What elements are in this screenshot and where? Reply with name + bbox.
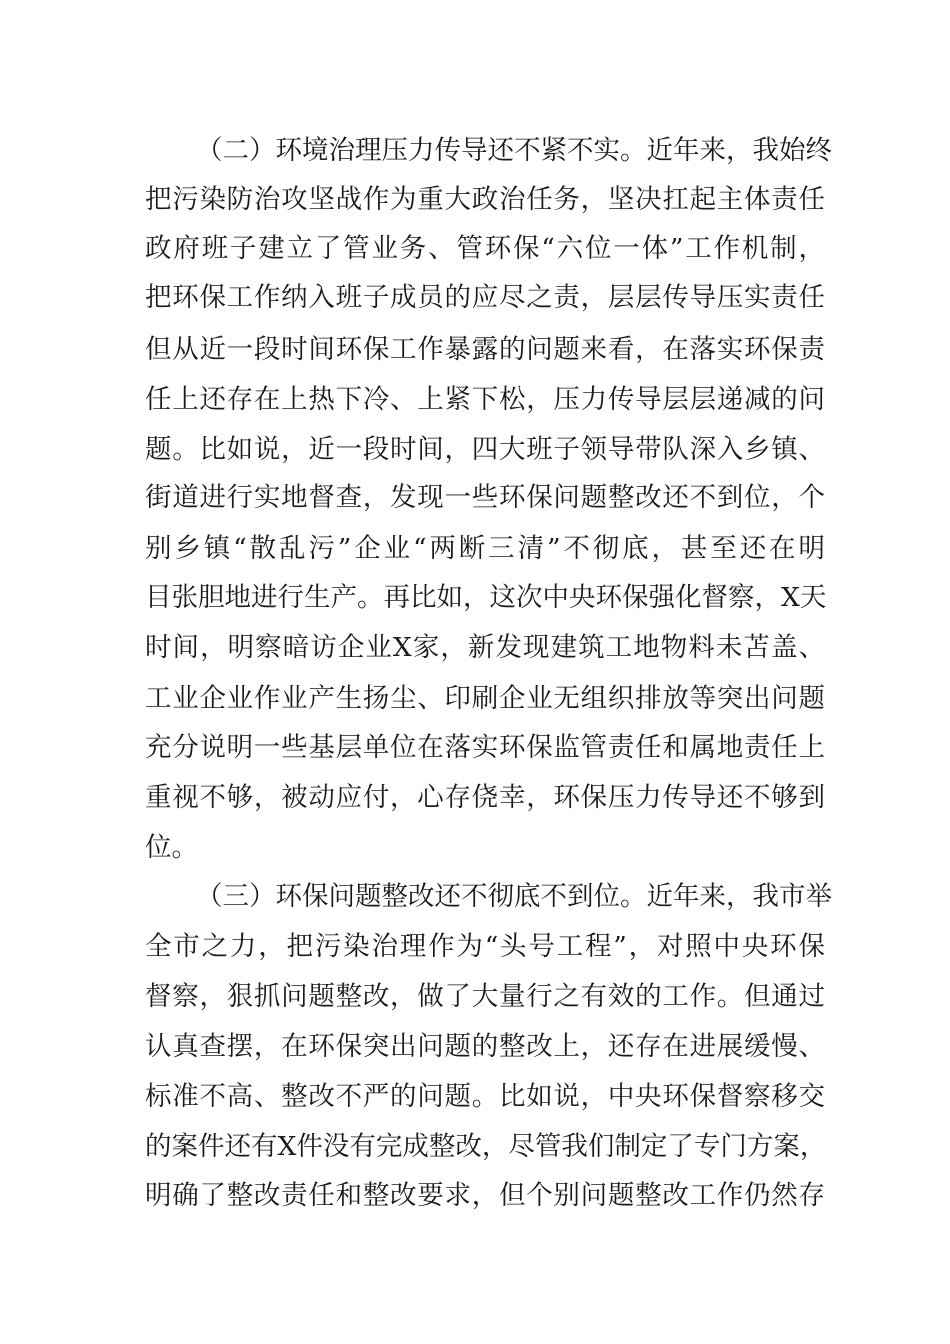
text-line: 政府班子建立了管业务、管环保“六位一体”工作机制， [145,233,825,264]
text-line: 别乡镇“散乱污”企业“两断三清”不彻底，甚至还在明 [145,533,825,564]
text-line: （三）环保问题整改还不彻底不到位。近年来，我市举 [196,881,832,912]
text-line: 但从近一段时间环保工作暴露的问题来看，在落实环保责 [145,334,825,365]
text-line: 题。比如说，近一段时间，四大班子领导带队深入乡镇、 [145,434,825,465]
text-line: 充分说明一些基层单位在落实环保监管责任和属地责任上 [145,732,825,763]
text-line: 的案件还有X件没有完成整改，尽管我们制定了专门方案， [145,1131,827,1162]
text-line: 重视不够，被动应付，心存侥幸，环保压力传导还不够到 [145,782,825,813]
text-line: 把污染防治攻坚战作为重大政治任务，坚决扛起主体责任 [145,184,825,215]
text-line: （二）环境治理压力传导还不紧不实。近年来，我始终 [196,135,832,166]
text-line: 标准不高、整改不严的问题。比如说，中央环保督察移交 [145,1081,825,1112]
text-line: 全市之力，把污染治理作为“头号工程”，对照中央环保 [145,931,825,962]
text-line: 街道进行实地督查，发现一些环保问题整改还不到位，个 [145,482,825,513]
text-line: 时间，明察暗访企业X家，新发现建筑工地物料未苫盖、 [145,632,825,663]
text-line: 明确了整改责任和整改要求，但个别问题整改工作仍然存 [145,1180,825,1211]
text-line: 位。 [145,832,198,863]
text-line: 督察，狠抓问题整改，做了大量行之有效的工作。但通过 [145,981,825,1012]
text-line: 工业企业作业产生扬尘、印刷企业无组织排放等突出问题 [145,683,825,714]
text-line: 任上还存在上热下冷、上紧下松，压力传导层层递减的问 [145,384,825,415]
text-line: 把环保工作纳入班子成员的应尽之责，层层传导压实责任 [145,282,825,313]
text-line: 认真查摆，在环保突出问题的整改上，还存在进展缓慢、 [145,1031,825,1062]
text-line: 目张胆地进行生产。再比如，这次中央环保强化督察，X天 [145,582,827,613]
